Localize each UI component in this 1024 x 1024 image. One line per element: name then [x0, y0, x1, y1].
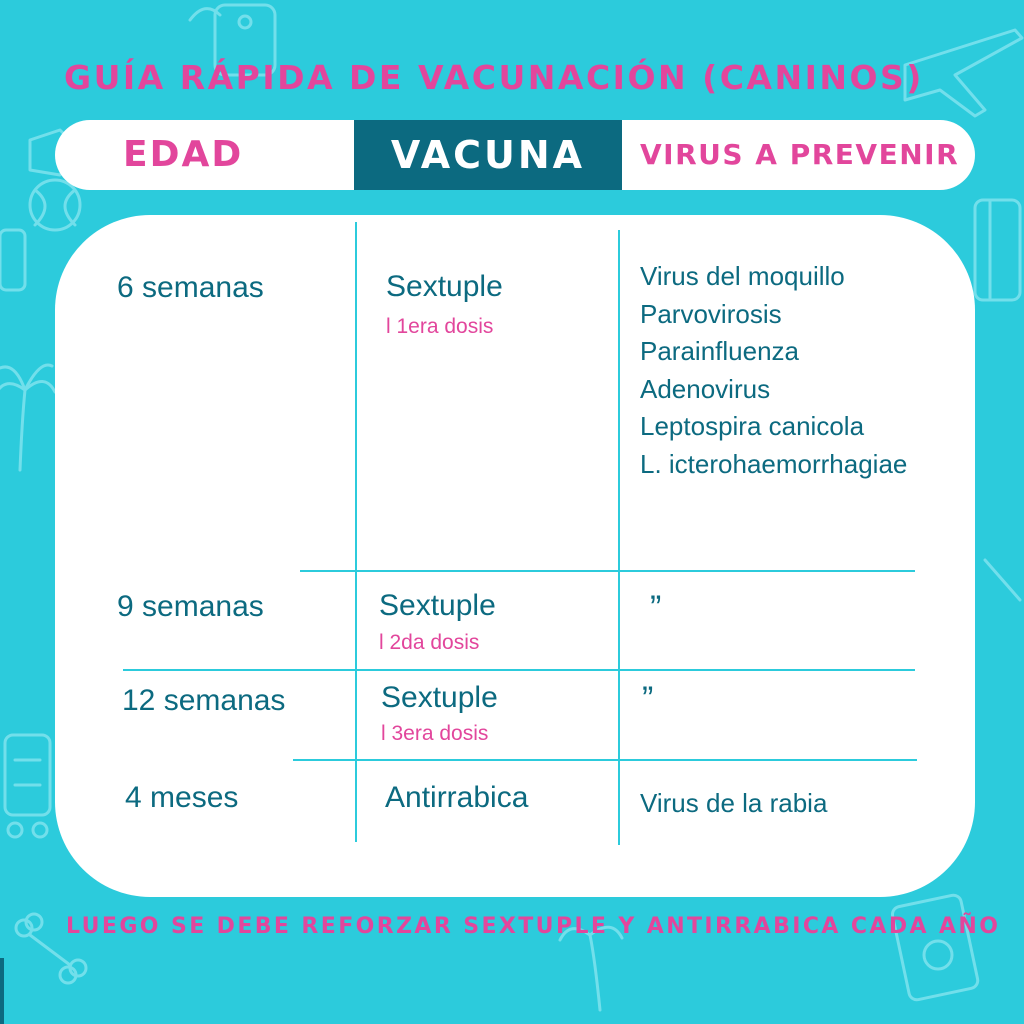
row-3-dose: l 3era dosis: [381, 722, 489, 745]
row-2-dose: l 2da dosis: [379, 631, 480, 654]
tennis-ball-icon: [30, 180, 80, 230]
row-2-vaccine: Sextuple: [379, 589, 496, 622]
passport-icon: [891, 894, 979, 1001]
luggage-cart-icon: [5, 735, 50, 837]
header-edad: EDAD: [123, 134, 244, 175]
virus-item: Parvovirosis: [640, 298, 782, 329]
column-divider: [618, 230, 620, 845]
edge-mark: [0, 958, 4, 1024]
virus-item: Adenovirus: [640, 373, 771, 404]
row-4-virus: Virus de la rabia: [640, 788, 828, 818]
row-4-age: 4 meses: [125, 781, 239, 814]
page-title: GUÍA RÁPIDA DE VACUNACIÓN (CANINOS): [64, 58, 924, 97]
row-3-virus: ”: [642, 680, 654, 718]
row-2-age: 9 semanas: [117, 590, 264, 623]
virus-item: L. icterohaemorrhagiae: [640, 448, 908, 479]
row-divider: [293, 759, 917, 761]
row-1-vaccine: Sextuple: [386, 270, 503, 303]
table-header: [55, 120, 975, 190]
header-vacuna: VACUNA: [354, 120, 622, 190]
row-1-virus-list: [640, 258, 907, 483]
row-3-vaccine: Sextuple: [381, 681, 498, 714]
row-1-dose: l 1era dosis: [386, 315, 494, 338]
virus-item: Leptospira canicola: [640, 411, 865, 441]
row-3-age: 12 semanas: [122, 684, 286, 717]
row-divider: [123, 669, 915, 671]
virus-item: Virus del moquillo: [640, 261, 845, 291]
row-divider: [300, 570, 915, 572]
vaccination-table: [55, 215, 975, 897]
column-divider: [355, 222, 357, 842]
row-4-vaccine: Antirrabica: [385, 781, 529, 814]
row-2-virus: ”: [650, 589, 662, 627]
header-virus: VIRUS A PREVENIR: [640, 138, 960, 171]
row-1-age: 6 semanas: [117, 271, 264, 304]
footer-note: LUEGO SE DEBE REFORZAR SEXTUPLE Y ANTIRRABICA CADA AÑO: [66, 914, 1001, 939]
virus-item: Parainfluenza: [640, 336, 799, 366]
